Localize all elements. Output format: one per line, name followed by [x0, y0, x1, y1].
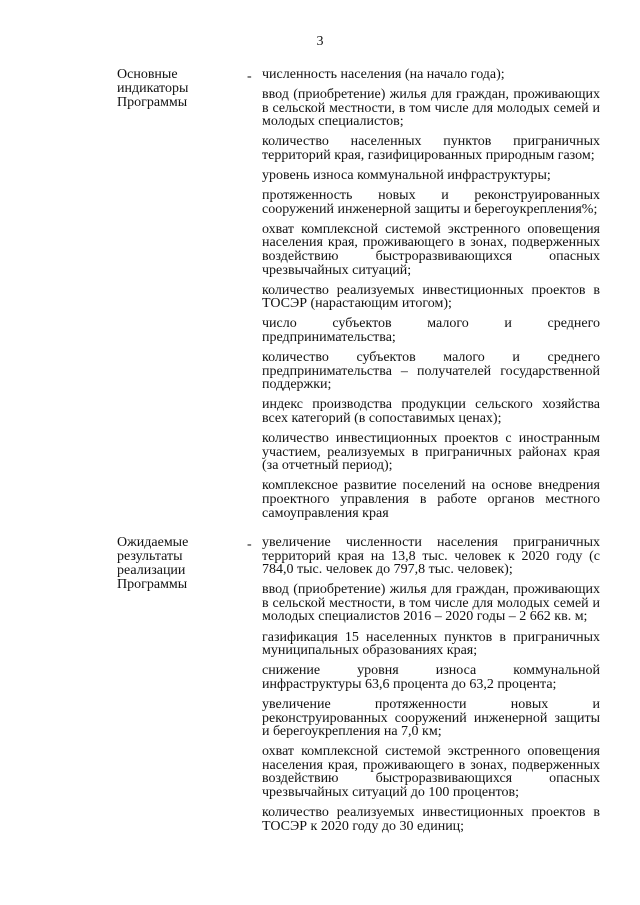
list-item: газификация 15 населенных пунктов в приграничных муниципальных образованиях края; — [262, 629, 600, 659]
list-dash: - — [247, 69, 252, 84]
list-dash: - — [247, 537, 252, 552]
list-item: уровень износа коммунальной инфраструктуры; — [262, 168, 551, 184]
list-item: ввод (приобретение) жилья для граждан, проживающих в сельской местности, в том числе для молодых семей и молодых специалистов; — [262, 87, 600, 130]
list-item: число субъектов малого и среднего предпринимательства; — [262, 316, 600, 345]
list-item: снижение уровня износа коммунальной инфраструктуры 63,6 процента до 63,2 процента; — [262, 663, 600, 692]
list-item: комплексное развитие поселений на основе внедрения проектного управления в работе органов местного самоуправления края — [262, 478, 600, 521]
list-item: охват комплексной системой экстренного оповещения населения края, проживающего в зонах, подверженных воздействию быстроразвивающихся опасных чрезвычайных ситуаций; — [262, 221, 600, 278]
list-item: ввод (приобретение) жилья для граждан, проживающих в сельской местности, в том числе для молодых семей и молодых специалистов 2016 – 2020 годы – 2 662 кв. м; — [262, 582, 600, 625]
results-list — [262, 536, 600, 840]
list-item: охват комплексной системой экстренного оповещения населения края, проживающего в зонах, подверженных воздействию быстроразвивающихся опасных чрезвычайных ситуаций до 100 процентов; — [262, 744, 600, 800]
list-item: количество реализуемых инвестиционных проектов в ТОСЭР (нарастающим итогом); — [262, 282, 600, 312]
page-number: 3 — [316, 34, 324, 49]
list-item: численность населения (на начало года); — [262, 67, 505, 82]
list-item: количество субъектов малого и среднего предпринимательства – получателей государственной поддержки; — [262, 350, 600, 393]
list-item: индекс производства продукции сельского хозяйства всех категорий (в сопоставимых ценах); — [262, 397, 600, 426]
list-item: увеличение численности населения приграничных территорий края на 13,8 тыс. человек к 2020 году (с 784,0 тыс. человек до 797,8 тыс. человек); — [262, 535, 600, 578]
list-item: количество населенных пунктов приграничных территорий края, газифицированных природным газом; — [262, 134, 600, 163]
list-item: протяженность новых и реконструированных сооружений инженерной защиты и берегоукрепления%; — [262, 188, 600, 217]
list-item: количество реализуемых инвестиционных проектов в ТОСЭР к 2020 году до 30 единиц; — [262, 805, 600, 834]
indicator-list — [262, 68, 600, 527]
list-item: количество инвестиционных проектов с иностранным участием, реализуемых в приграничных районах края (за отчетный период); — [262, 431, 600, 474]
list-item: увеличение протяженности новых и реконструированных сооружений инженерной защиты и берегоукрепления на 7,0 км; — [262, 696, 600, 740]
section-label: Основные индикаторы Программы — [117, 67, 189, 110]
section-label: Ожидаемые результаты реализации Программы — [117, 535, 189, 592]
